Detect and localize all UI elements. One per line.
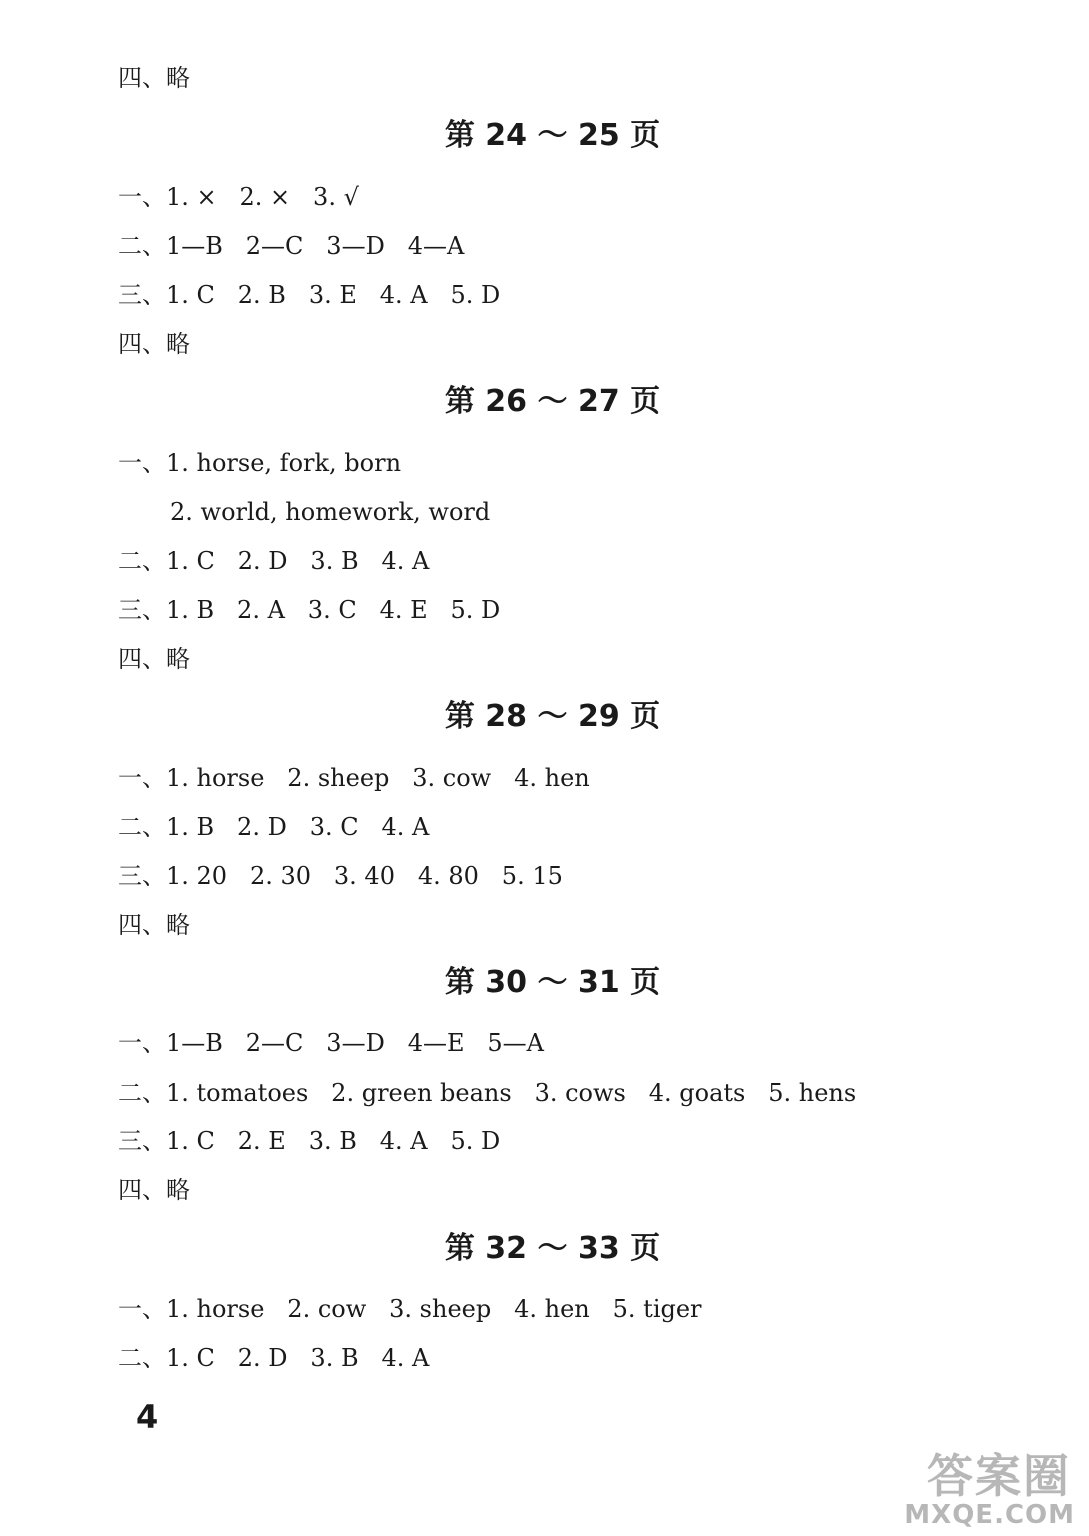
- answer-line: 三、1. 20 2. 30 3. 40 4. 80 5. 15: [118, 862, 563, 890]
- watermark-url: MXQE.COM: [904, 1500, 1075, 1530]
- answer-line: 四、略: [118, 645, 190, 673]
- answer-line: 四、略: [118, 911, 190, 939]
- section-heading: 第 28 ～ 29 页: [444, 699, 661, 734]
- answer-line: 2. world, homework, word: [170, 498, 491, 526]
- answer-line: 一、1. horse 2. cow 3. sheep 4. hen 5. tiger: [118, 1295, 702, 1323]
- section-heading: 第 30 ～ 31 页: [444, 965, 661, 1000]
- answer-line: 二、1. C 2. D 3. B 4. A: [118, 1344, 430, 1372]
- answer-line: 一、1. horse, fork, born: [118, 449, 402, 477]
- answer-line: 二、1. B 2. D 3. C 4. A: [118, 813, 430, 841]
- answer-line: 四、略: [118, 330, 190, 358]
- answer-line: 三、1. B 2. A 3. C 4. E 5. D: [118, 596, 501, 624]
- answer-line: 一、1. × 2. × 3. √: [118, 183, 359, 211]
- page-number: 4: [136, 1398, 159, 1436]
- answer-line: 二、1. tomatoes 2. green beans 3. cows 4. goats 5. hens: [118, 1079, 857, 1107]
- answer-line: 二、1—B 2—C 3—D 4—A: [118, 232, 465, 260]
- watermark-logo: [905, 1440, 1075, 1530]
- answer-line: 三、1. C 2. E 3. B 4. A 5. D: [118, 1127, 501, 1155]
- section-heading: 第 32 ～ 33 页: [444, 1231, 661, 1266]
- answer-line: 四、略: [118, 64, 190, 92]
- answer-line: 三、1. C 2. B 3. E 4. A 5. D: [118, 281, 501, 309]
- section-heading: 第 26 ～ 27 页: [444, 384, 661, 419]
- answer-line: 一、1. horse 2. sheep 3. cow 4. hen: [118, 764, 590, 792]
- watermark-title: 答案圈: [927, 1449, 1071, 1503]
- answer-line: 二、1. C 2. D 3. B 4. A: [118, 547, 430, 575]
- answer-line: 四、略: [118, 1176, 190, 1204]
- answer-line: 一、1—B 2—C 3—D 4—E 5—A: [118, 1029, 544, 1057]
- section-heading: 第 24 ～ 25 页: [444, 118, 661, 153]
